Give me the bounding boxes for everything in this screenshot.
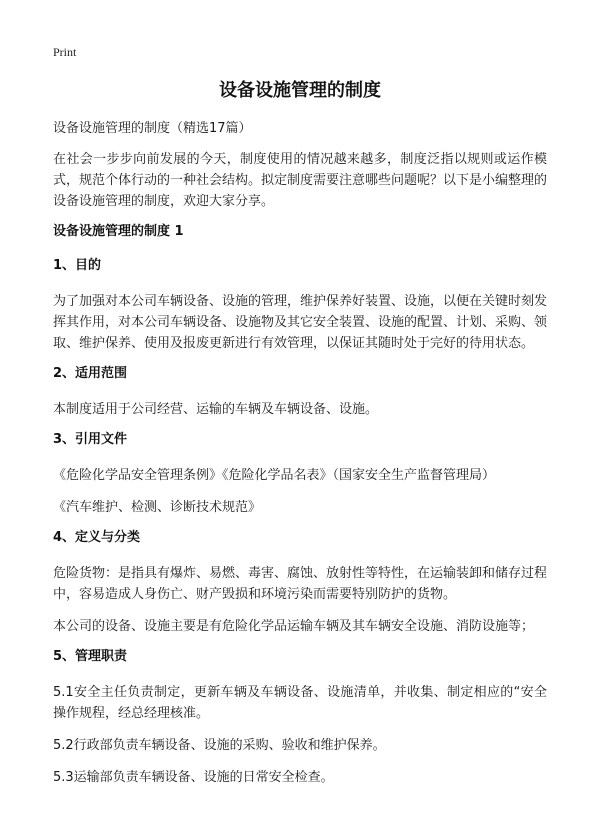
paragraph-definition-2: 本公司的设备、设施主要是有危险化学品运输车辆及其车辆安全设施、消防设施等；: [53, 619, 535, 634]
paragraph-purpose: 为了加强对本公司车辆设备、设施的管理，维护保养好装置、设施，以便在关键时刻发挥其作用，对本公司车辆设备、设施物及其它安全装置、设施的配置、计划、采购、领取、维护保养、使用及报废更新进行有效管理，以保证其随时处于完好的待用状态。: [53, 294, 548, 351]
heading-scope: 2、适用范围: [53, 366, 128, 381]
heading-references: 3、引用文件: [53, 432, 128, 447]
print-label: Print: [53, 45, 77, 59]
document-title: 设备设施管理的制度: [219, 80, 381, 101]
paragraph-duty-3: 5.3运输部负责车辆设备、设施的日常安全检查。: [53, 770, 334, 785]
heading-duties: 5、管理职责: [53, 649, 128, 664]
paragraph-reference-2: 《汽车维护、检测、诊断技术规范》: [53, 500, 262, 515]
document-subtitle: 设备设施管理的制度（精选17篇）: [53, 121, 252, 136]
paragraph-definition-1: 危险货物：是指具有爆炸、易燃、毒害、腐蚀、放射性等特性，在运输装卸和储存过程中，容易造成人身伤亡、财产毁损和环境污染而需要特别防护的货物。: [53, 566, 548, 602]
heading-definitions: 4、定义与分类: [53, 530, 141, 545]
intro-paragraph: 在社会一步步向前发展的今天，制度使用的情况越来越多，制度泛指以规则或运作模式，规范个体行动的一种社会结构。拟定制度需要注意哪些问题呢？以下是小编整理的设备设施管理的制度，欢迎大家分享。: [53, 152, 548, 209]
paragraph-reference-1: 《危险化学品安全管理条例》《危险化学品名表》（国家安全生产监督管理局）: [53, 468, 496, 483]
heading-purpose: 1、目的: [53, 258, 102, 273]
paragraph-scope: 本制度适用于公司经营、运输的车辆及车辆设备、设施。: [53, 402, 379, 417]
section-title: 设备设施管理的制度 1: [53, 224, 184, 239]
paragraph-duty-1: 5.1安全主任负责制定，更新车辆及车辆设备、设施清单，并收集、制定相应的“安全操作规程，经总经理核准。: [53, 685, 547, 721]
paragraph-duty-2: 5.2行政部负责车辆设备、设施的采购、验收和维护保养。: [53, 738, 386, 753]
